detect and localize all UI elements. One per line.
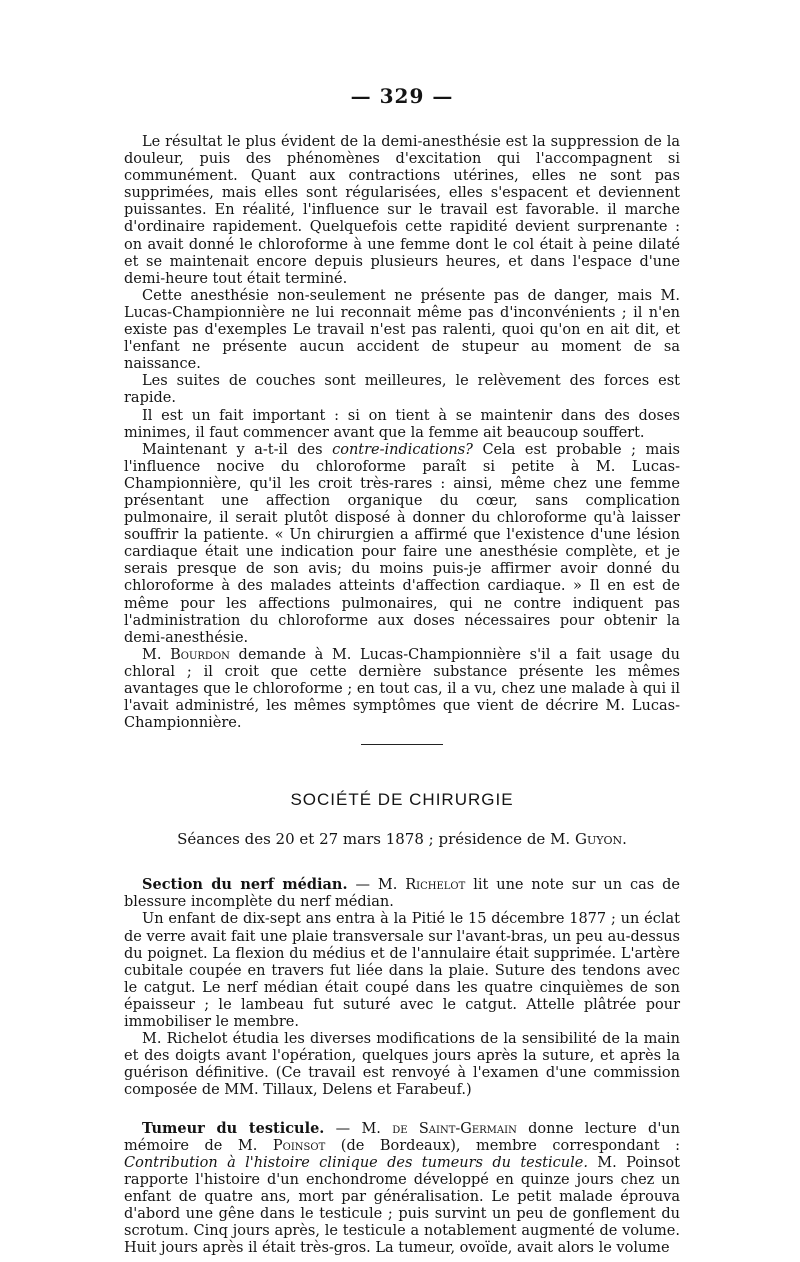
author-name: Poinsot bbox=[272, 1137, 326, 1154]
text-run: M. bbox=[142, 646, 171, 663]
text-run: — M. bbox=[347, 877, 406, 894]
italic-title: Contribution à l'histoire clinique des tumeurs du testicule. bbox=[124, 1154, 588, 1171]
text-run: Maintenant y a-t-il des bbox=[142, 441, 333, 458]
author-name: de Saint-Germain bbox=[392, 1120, 517, 1137]
paragraph: M. Richelot étudia les diverses modifications de la sensibilité de la main et des doigts avant l'opération, quelques jours après la suture, et après la guérison définitive. (Ce travail est renvoyé à l'examen d'une commission composée de MM. Tillaux, Delens et Farabeuf.) bbox=[124, 1031, 680, 1099]
section-title: SOCIÉTÉ DE CHIRURGIE bbox=[290, 790, 514, 810]
text-run: donne lecture d'un mémoire de M. bbox=[124, 1120, 680, 1154]
article-heading: Section du nerf médian. bbox=[142, 876, 348, 894]
author-name: Richelot bbox=[405, 877, 466, 894]
paragraph bbox=[124, 442, 680, 647]
page-number: — 329 — bbox=[350, 84, 454, 108]
continuation-text bbox=[124, 134, 680, 732]
article-nerf-median bbox=[124, 876, 680, 1099]
article-tumeur-testicule bbox=[124, 1120, 680, 1258]
paragraph: Le résultat le plus évident de la demi-anesthésie est la suppression de la douleur, puis des phénomènes d'excitation qui l'accompagnent si communément. Quant aux contractions utérines, elles ne sont pas supprimées, mais elles sont régularisées, elles s'espacent et deviennent puissantes. En réalité, l'influence sur le travail est favorable. il marche d'ordinaire rapidement. Quelquefois cette rapidité devient surprenante : on avait donné le chloroforme à une femme dont le col était à peine dilaté et se maintenait encore depuis plusieurs heures, et dans l'espace d'une demi-heure tout était terminé. bbox=[124, 134, 680, 287]
paragraph bbox=[124, 1120, 680, 1258]
text-run: Cela est probable ; mais l'influence nocive du chloroforme paraît si petite à M. Lucas-Championnière, qu'il les croit très-rares : ainsi, même chez une femme présentant une affection organique du cœur, sans complication pulmonaire, il serait plutôt disposé à donner du chloroforme qu'à laisser souffrir la patiente. « Un chirurgien a affirmé que l'existence d'une lésion cardiaque était une indication pour faire une anesthésie complète, et je serais presque de son avis; du moins puis-je affirmer avoir donné du chloroforme à des malades atteints d'affection cardiaque. » Il en est de même pour les affections pulmonaires, qui ne contre indiquent pas l'administration du chloroforme aux doses nécessaires pour obtenir la demi-anesthésie. bbox=[124, 441, 680, 646]
document-page bbox=[124, 84, 680, 1257]
section-divider bbox=[361, 744, 443, 745]
paragraph: Les suites de couches sont meilleures, le relèvement des forces est rapide. bbox=[124, 373, 680, 407]
article-heading: Tumeur du testicule. bbox=[142, 1119, 325, 1137]
president-name: Guyon. bbox=[574, 830, 627, 849]
text-run: demande à M. Lucas-Championnière s'il a fait usage du chloral ; il croit que cette dernière substance présente les mêmes avantages que le chloroforme ; en tout cas, il a vu, chez une malade à qui il l'avait administré, les mêmes symptômes que vient de décrire M. Lucas-Championnière. bbox=[124, 646, 680, 732]
text-run: Séances des 20 et 27 mars 1878 ; présidence de M. bbox=[177, 830, 575, 849]
paragraph bbox=[124, 876, 680, 911]
paragraph: Un enfant de dix-sept ans entra à la Pitié le 15 décembre 1877 ; un éclat de verre avait fait une plaie transversale sur l'avant-bras, un peu au-dessus du poignet. La flexion du médius et de l'annulaire était supprimée. L'artère cubitale coupée en travers fut liée dans la plaie. Suture des tendons avec le catgut. Le nerf médian était coupé dans les quatre cinquièmes de son épaisseur ; le lambeau fut suturé avec le catgut. Attelle plâtrée pour immobiliser le membre. bbox=[124, 911, 680, 1031]
text-run: M. Poinsot rapporte l'histoire d'un enchondrome développé en quinze jours chez un enfant de quatre ans, mort par généralisation. Le petit malade éprouva d'abord une gêne dans le testicule ; puis survint un peu de gonflement du scrotum. Cinq jours après, le testicule a notablement augmenté de volume. Huit jours après il était très-gros. La tumeur, ovoïde, avait alors le volume bbox=[124, 1154, 680, 1257]
session-line bbox=[124, 830, 680, 848]
author-name: Bourdon bbox=[170, 646, 230, 663]
text-run: (de Bordeaux), membre correspondant : bbox=[325, 1137, 680, 1154]
text-run: — M. bbox=[324, 1120, 393, 1137]
paragraph bbox=[124, 647, 680, 732]
paragraph: Cette anesthésie non-seulement ne présente pas de danger, mais M. Lucas-Championnière ne lui reconnait même pas d'inconvénients ; il n'en existe pas d'exemples Le travail n'est pas ralenti, quoi qu'on en ait dit, et l'enfant ne présente aucun accident de stupeur au moment de sa naissance. bbox=[124, 287, 680, 373]
text-run: lit une note sur un cas de blessure incomplète du nerf médian. bbox=[124, 877, 680, 911]
paragraph: Il est un fait important : si on tient à se maintenir dans des doses minimes, il faut commencer avant que la femme ait beaucoup souffert. bbox=[124, 407, 680, 441]
italic-term: contre-indications? bbox=[332, 441, 473, 458]
